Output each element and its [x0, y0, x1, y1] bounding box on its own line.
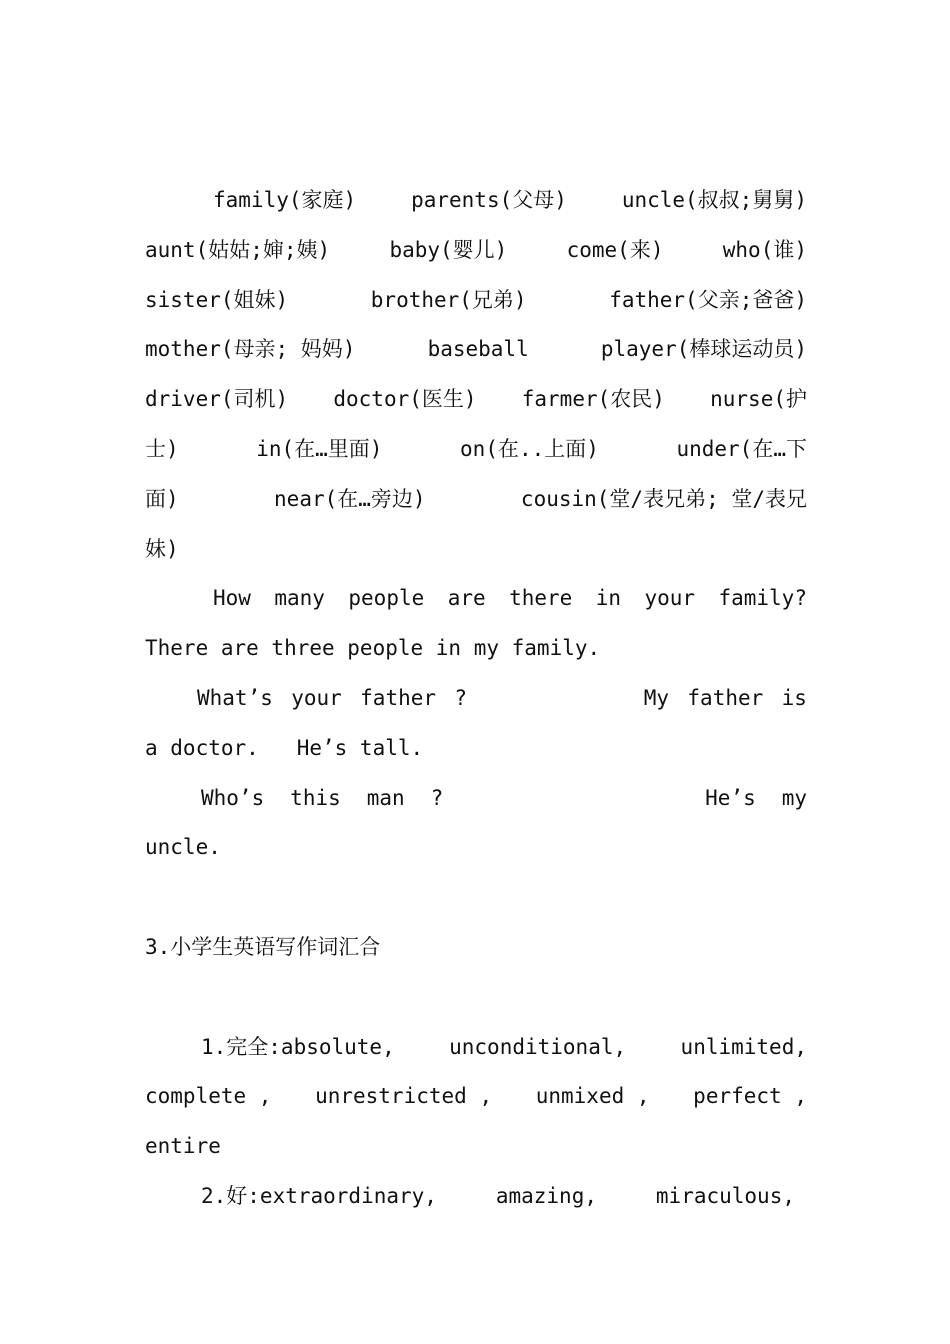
vocab-word: sister(姐妹) — [145, 287, 289, 312]
synonym-word: amazing, — [495, 1183, 597, 1208]
synonym-word: complete , — [145, 1084, 272, 1109]
dialogue-word: Who’s — [201, 785, 265, 810]
vocab-word: in(在…里面) — [256, 436, 383, 461]
vocab-word: father(父亲;爸爸) — [609, 287, 807, 312]
vocab-word: who(谁) — [722, 237, 807, 262]
vocab-line-7 — [145, 475, 807, 525]
dialogue-word: is — [781, 685, 807, 710]
vocab-word: 士) — [145, 436, 179, 461]
synonym-item-1-line-3: entire — [145, 1134, 221, 1159]
vocab-word: 面) — [145, 486, 179, 511]
document-page — [145, 176, 807, 1222]
vocab-word: family(家庭) — [213, 188, 357, 212]
vocab-line-6 — [145, 425, 807, 475]
dialogue-word: father — [360, 685, 437, 710]
dialogue-word: He’s — [705, 785, 756, 810]
vocab-word: driver(司机) — [145, 387, 289, 412]
synonym-word: 2.好:extraordinary, — [201, 1183, 437, 1208]
dialogue-word: How — [213, 586, 251, 611]
synonym-word: unconditional, — [449, 1034, 627, 1059]
vocab-word: baby(婴儿) — [389, 237, 508, 262]
vocab-word: under(在…下 — [676, 436, 807, 461]
dialogue-word: My — [643, 685, 670, 710]
dialogue-word: this — [290, 785, 341, 810]
vocab-word: near(在…旁边) — [274, 486, 426, 511]
dialogue-word: are — [447, 586, 486, 611]
dialogue-word: your — [291, 685, 342, 710]
vocab-word: brother(兄弟) — [370, 287, 527, 312]
dialogue-word: people — [348, 586, 425, 611]
synonym-word: perfect , — [693, 1084, 807, 1109]
dialogue-question-3 — [145, 774, 807, 824]
vocab-word: farmer(农民) — [521, 387, 665, 412]
synonym-word: unmixed , — [535, 1084, 650, 1109]
dialogue-word: my — [781, 785, 807, 810]
dialogue-question-1 — [145, 574, 807, 624]
vocab-word: uncle(叔叔;舅舅) — [621, 188, 807, 212]
section-heading: 3.小学生英语写作词汇合 — [145, 934, 381, 959]
dialogue-word: ? — [454, 685, 468, 710]
dialogue-word: ? — [430, 785, 444, 810]
vocab-line-8: 妹) — [145, 536, 179, 561]
synonym-word: miraculous, — [655, 1183, 795, 1208]
dialogue-answer-2: a doctor. He’s tall. — [145, 735, 424, 760]
vocab-word: aunt(姑姑;婶;姨) — [145, 237, 331, 262]
synonym-word: 1.完全:absolute, — [201, 1034, 395, 1059]
dialogue-word: in — [595, 586, 622, 611]
vocab-word: parents(父母) — [411, 188, 567, 212]
vocab-line-3 — [145, 276, 807, 326]
blank-line — [145, 973, 807, 1023]
dialogue-question-2 — [145, 674, 807, 724]
dialogue-word: there — [509, 586, 573, 611]
dialogue-answer-1: There are three people in my family. — [145, 636, 601, 661]
synonym-item-1-line-2 — [145, 1072, 807, 1122]
blank-line — [145, 873, 807, 923]
synonym-word: unlimited, — [680, 1034, 807, 1059]
vocab-word: doctor(医生) — [333, 387, 477, 412]
synonym-word: unrestricted , — [315, 1084, 493, 1109]
dialogue-word: family? — [718, 586, 807, 611]
vocab-line-4 — [145, 325, 807, 375]
vocab-word: nurse(护 — [710, 387, 807, 412]
vocab-line-2 — [145, 226, 807, 276]
vocab-word: cousin(堂/表兄弟; 堂/表兄 — [520, 486, 807, 511]
vocab-word: mother(母亲; 妈妈) — [145, 337, 356, 362]
dialogue-word: many — [274, 586, 325, 611]
spacer — [485, 674, 625, 724]
dialogue-word: your — [644, 586, 696, 611]
vocab-word: player(棒球运动员) — [600, 337, 807, 362]
synonym-item-2-line-1 — [145, 1172, 807, 1222]
vocab-word: come(来) — [566, 237, 664, 262]
dialogue-answer-3: uncle. — [145, 835, 221, 860]
vocab-word: baseball — [427, 337, 529, 362]
vocab-line-1 — [145, 176, 807, 226]
vocab-word: on(在..上面) — [460, 436, 599, 461]
synonym-item-1-line-1 — [145, 1023, 807, 1073]
dialogue-word: father — [687, 685, 764, 710]
spacer — [469, 774, 679, 824]
dialogue-word: man — [366, 785, 405, 810]
vocab-line-5 — [145, 375, 807, 425]
dialogue-word: What’s — [197, 685, 273, 710]
